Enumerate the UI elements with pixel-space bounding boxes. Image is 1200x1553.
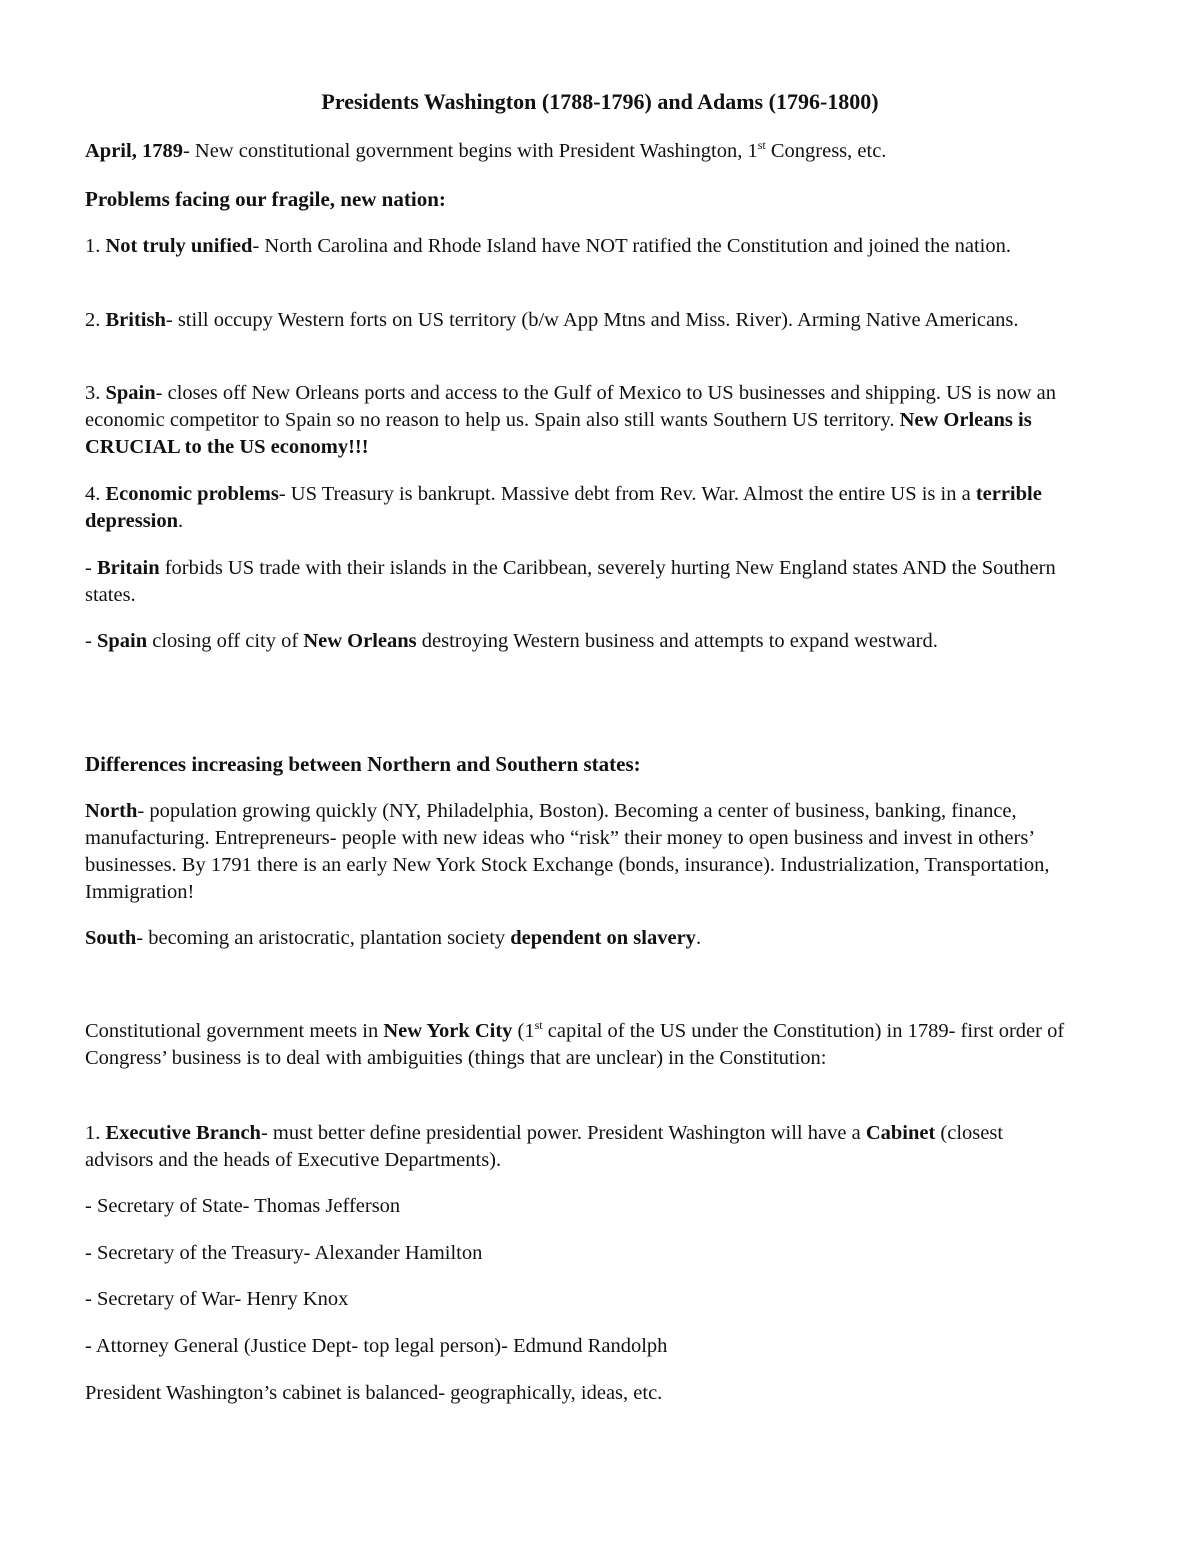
constitutional-sup: st: [534, 1018, 543, 1032]
south-text: - becoming an aristocratic, plantation society: [136, 927, 511, 949]
problem-4-text: - US Treasury is bankrupt. Massive debt from Rev. War. Almost the entire US is in a: [278, 483, 976, 505]
constitutional-city: New York City: [383, 1020, 513, 1042]
executive-num: 1.: [85, 1122, 106, 1144]
problem-spain-dash: -: [85, 630, 97, 652]
problem-spain-text: closing off city of: [147, 630, 304, 652]
problem-1-num: 1.: [85, 235, 106, 257]
constitutional-text: Constitutional government meets in: [85, 1020, 384, 1042]
cabinet-item-state: - Secretary of State- Thomas Jefferson: [85, 1195, 401, 1217]
problem-2-num: 2.: [85, 309, 106, 331]
problem-4: [85, 481, 1070, 535]
problem-3: [85, 380, 1070, 461]
problem-4-end: .: [178, 510, 184, 532]
intro-sup: st: [757, 138, 766, 152]
south-paragraph: [85, 925, 1070, 952]
cabinet-label: Cabinet: [865, 1122, 936, 1144]
constitutional-text-3: capital of the US under the Constitution) in 1789- first order of Congress’ business is to deal with ambiguities (things that are unclear) in the Constitution:: [85, 1020, 1065, 1069]
south-emphasis: dependent on slavery: [510, 927, 696, 949]
problem-1-label: Not truly unified: [105, 235, 253, 257]
north-text: - population growing quickly (NY, Philadelphia, Boston). Becoming a center of business, banking, finance, manufacturing. Entrepreneurs- people with new ideas who “risk” their money to open business and invest in others’ businesses. By 1791 there is an early New York Stock Exchange (bonds, insurance). Industrialization, Transportation, Immigration!: [85, 800, 1050, 903]
problem-spain: [85, 628, 1070, 655]
problem-britain-label: Britain: [96, 557, 160, 579]
executive-text-end: (closest advisors and the heads of Executive Departments).: [85, 1122, 1004, 1171]
intro-text: - New constitutional government begins with President Washington, 1: [182, 140, 758, 162]
differences-heading: Differences increasing between Northern and Southern states:: [85, 752, 641, 776]
executive-text: - must better define presidential power. President Washington will have a: [260, 1122, 866, 1144]
intro-paragraph: [85, 138, 1070, 165]
problem-1-text: - North Carolina and Rhode Island have NOT ratified the Constitution and joined the nation.: [252, 235, 1011, 257]
page-title: Presidents Washington (1788-1796) and Adams (1796-1800): [321, 89, 879, 114]
south-end: .: [695, 927, 702, 949]
cabinet-item-treasury: - Secretary of the Treasury- Alexander Hamilton: [85, 1242, 483, 1264]
cabinet-item-war: - Secretary of War- Henry Knox: [85, 1288, 349, 1310]
problem-britain: [85, 555, 1070, 609]
constitutional-text-2: (1: [512, 1020, 535, 1042]
problem-3-label: Spain: [105, 382, 156, 404]
problem-4-label: Economic problems: [105, 483, 279, 505]
problem-3-emphasis: New Orleans is CRUCIAL to the US economy!!!: [85, 409, 1032, 458]
north-label: North: [85, 800, 138, 822]
problem-spain-city: New Orleans: [303, 630, 417, 652]
problem-2: [85, 307, 1070, 334]
north-paragraph: [85, 798, 1070, 906]
constitutional-paragraph: [85, 1018, 1070, 1072]
problem-4-emphasis: terrible depression: [85, 483, 1042, 532]
problem-spain-label: Spain: [96, 630, 148, 652]
intro-text-end: Congress, etc.: [765, 140, 887, 162]
problem-2-text: - still occupy Western forts on US territory (b/w App Mtns and Miss. River). Arming Native Americans.: [165, 309, 1019, 331]
problem-britain-text: forbids US trade with their islands in the Caribbean, severely hurting New England states AND the Southern states.: [85, 557, 1056, 606]
problems-heading: Problems facing our fragile, new nation:: [85, 187, 446, 211]
executive-branch-paragraph: [85, 1120, 1070, 1174]
problem-3-text: - closes off New Orleans ports and access to the Gulf of Mexico to US businesses and shipping. US is now an economic competitor to Spain so no reason to help us. Spain also still wants Southern US territory.: [85, 382, 1056, 431]
problem-1: [85, 233, 1070, 260]
problem-britain-dash: -: [85, 557, 97, 579]
cabinet-item-attorney-general: - Attorney General (Justice Dept- top legal person)- Edmund Randolph: [85, 1335, 668, 1357]
closing-paragraph: President Washington’s cabinet is balanced- geographically, ideas, etc.: [85, 1382, 663, 1404]
problem-3-num: 3.: [85, 382, 106, 404]
problem-spain-text-end: destroying Western business and attempts to expand westward.: [416, 630, 938, 652]
problem-4-num: 4.: [85, 483, 106, 505]
intro-date: April, 1789: [85, 140, 183, 162]
problem-2-label: British: [105, 309, 166, 331]
south-label: South: [85, 927, 137, 949]
executive-label: Executive Branch: [105, 1122, 261, 1144]
